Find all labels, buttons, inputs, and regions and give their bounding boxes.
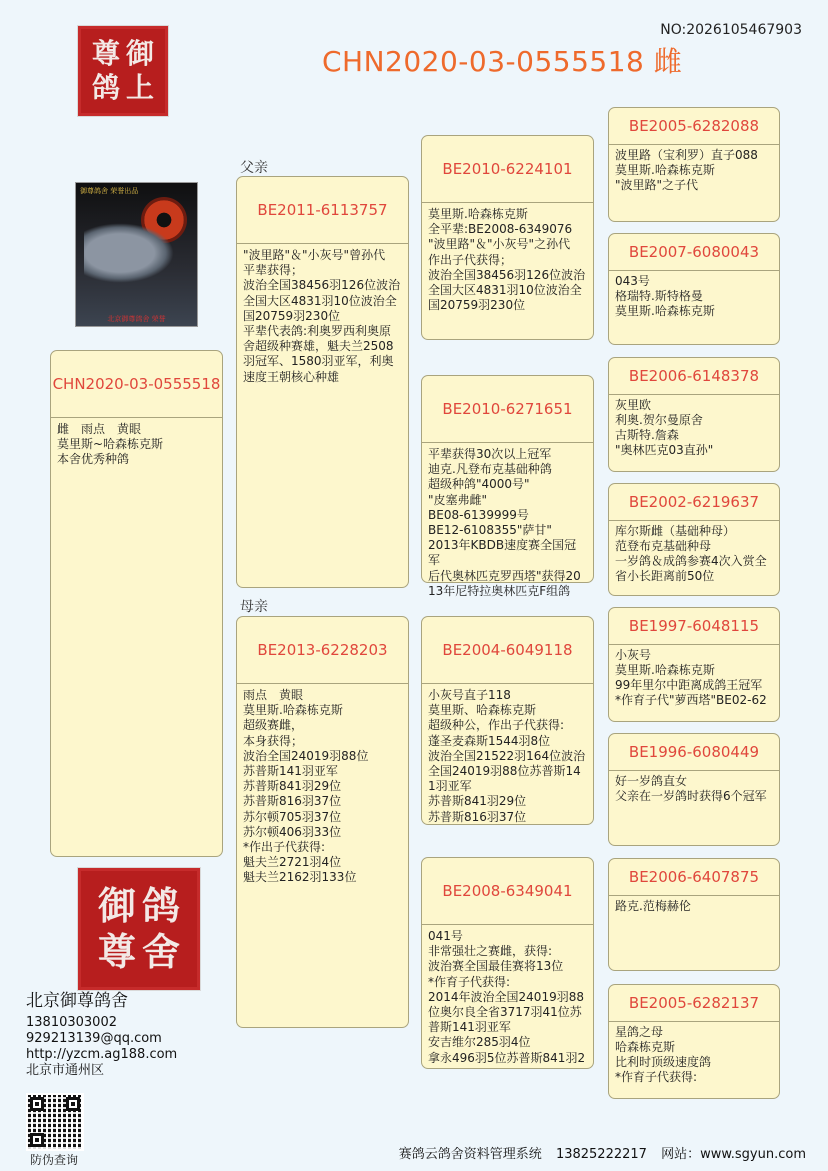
- maternal-grandfather-card[interactable]: [421, 616, 594, 825]
- photo-caption: 北京御尊鸽舍 荣誉: [107, 315, 166, 323]
- ancestor-info: 043号 格瑞特.斯特格曼 莫里斯.哈森栋克斯: [615, 274, 715, 318]
- ancestor-info: 库尔斯雌（基础种母） 范登布克基础种母 一岁鸽＆成鸽参赛4次入赏全省小长距离前50位: [615, 524, 767, 583]
- ancestor-card-mfm[interactable]: [608, 733, 780, 846]
- ancestor-card-mmm[interactable]: [608, 984, 780, 1099]
- seal-char: 御: [126, 37, 155, 70]
- subject-info: 雌 雨点 黄眼 莫里斯~哈森栋克斯 本舍优秀种鸽: [57, 422, 164, 467]
- ancestor-ring: BE2007-6080043: [609, 234, 779, 271]
- paternal-grandfather-info: 莫里斯.哈森栋克斯 全平辈:BE2008-6349076 "波里路"＆"小灰号"之孙代 作出子代获得； 波治全国38456羽126位波治全国大区4831羽10位波治全国20759羽230位: [428, 207, 586, 313]
- father-card[interactable]: [236, 176, 409, 588]
- maternal-grandmother-card[interactable]: [421, 857, 594, 1069]
- maternal-grandfather-ring: BE2004-6049118: [422, 617, 593, 684]
- paternal-grandmother-info: 平辈获得30次以上冠军 迪克.凡登布克基础种鸽 超级种鸽"4000号" "皮塞弗雌" BE08-6139999号 BE12-6108355"萨甘" 2013年KBDB速度赛全国冠军 后代奥林匹克罗西塔"获得2013年尼特拉奥林匹克F组鸽: [428, 447, 581, 598]
- qr-finder: [66, 1097, 80, 1111]
- ancestor-card-fff[interactable]: [608, 107, 780, 222]
- paternal-grandmother-card[interactable]: [421, 375, 594, 598]
- ancestor-ring: BE2005-6282088: [609, 108, 779, 145]
- certificate-number: NO:2026105467903: [660, 22, 802, 38]
- maternal-grandmother-info: 041号 非常强壮之赛雌，获得: 波治赛全国最佳赛将13位 *作育子代获得: 2014年波治全国24019羽88位奥尔良全省3717羽41位苏普斯141羽亚军 安吉维尔285羽4位 拿永496羽5位苏普斯841羽2: [428, 929, 586, 1065]
- seal-char: 尊: [91, 37, 120, 70]
- contact-block: [26, 986, 177, 1079]
- maternal-grandfather-info: 小灰号直子118 莫里斯、哈森栋克斯 超级种公，作出子代获得: 蓬圣麦森斯1544羽8位 波治全国21522羽164位波治全国24019羽88位苏普斯141羽亚军 苏普斯841羽29位 苏普斯816羽37位: [428, 688, 586, 824]
- ancestor-info: 小灰号 莫里斯.哈森栋克斯 99年里尔中距离成鸽王冠军 *作育子代"萝西塔"BE02-62: [615, 648, 767, 707]
- seal-top-logo: [78, 26, 168, 116]
- contact-url[interactable]: http://yzcm.ag188.com: [26, 1047, 178, 1062]
- seal-char: 御: [97, 883, 136, 928]
- ancestor-info: 星鸽之母 哈森栋克斯 比利时顶级速度鸽 *作育子代获得:: [615, 1025, 712, 1084]
- qr-caption: 防伪查询: [30, 1153, 79, 1167]
- footer-system: 赛鸽云鸽舍资料管理系统: [398, 1147, 542, 1162]
- footer: [389, 1143, 806, 1162]
- footer-phone: 13825222217: [555, 1147, 647, 1162]
- pigeon-photo: [75, 182, 198, 327]
- ancestor-ring: BE2006-6148378: [609, 358, 779, 395]
- contact-phone: 13810303002: [26, 1015, 117, 1030]
- qr-finder: [30, 1097, 44, 1111]
- seal-char: 舍: [142, 929, 181, 974]
- mother-label: 母亲: [240, 599, 268, 615]
- footer-site[interactable]: 网站：www.sgyun.com: [661, 1147, 806, 1162]
- mother-info: 雨点 黄眼 莫里斯.哈森栋克斯 超级赛雌， 本身获得； 波治全国24019羽88位 苏普斯141羽亚军 苏普斯841羽29位 苏普斯816羽37位 苏尔顿705羽37位 苏尔顿406羽33位 *作出子代获得: 魁夫兰2721羽4位 魁夫兰2162羽133位: [243, 688, 369, 885]
- ancestor-ring: BE1997-6048115: [609, 608, 779, 645]
- ancestor-card-fmm[interactable]: [608, 483, 780, 596]
- subject-ring: CHN2020-03-0555518: [51, 351, 222, 418]
- contact-address: 北京市通州区: [26, 1063, 105, 1078]
- ancestor-ring: BE2005-6282137: [609, 985, 779, 1022]
- seal-bottom-logo: [78, 868, 200, 990]
- paternal-grandfather-card[interactable]: [421, 135, 594, 340]
- ancestor-card-mff[interactable]: [608, 607, 780, 722]
- contact-email[interactable]: 929213139@qq.com: [26, 1031, 162, 1046]
- ancestor-info: 好一岁鸽直女 父亲在一岁鸽时获得6个冠军: [615, 774, 767, 803]
- ancestor-ring: BE2006-6407875: [609, 859, 779, 896]
- qr-finder: [30, 1133, 44, 1147]
- subject-card[interactable]: [50, 350, 223, 857]
- ancestor-card-ffm[interactable]: [608, 233, 780, 345]
- paternal-grandmother-ring: BE2010-6271651: [422, 376, 593, 443]
- maternal-grandmother-ring: BE2008-6349041: [422, 858, 593, 925]
- seal-char: 鸽: [142, 883, 181, 928]
- mother-card[interactable]: [236, 616, 409, 1028]
- page-title: CHN2020-03-0555518 雌: [322, 45, 683, 78]
- photo-top-caption: 御尊鸽舍 荣誉出品: [80, 187, 139, 195]
- paternal-grandfather-ring: BE2010-6224101: [422, 136, 593, 203]
- seal-char: 上: [126, 71, 155, 104]
- loft-name: 北京御尊鸽舍: [26, 991, 128, 1011]
- mother-ring: BE2013-6228203: [237, 617, 408, 684]
- ancestor-ring: BE1996-6080449: [609, 734, 779, 771]
- pigeon-body-image: [84, 223, 174, 283]
- ancestor-ring: BE2002-6219637: [609, 484, 779, 521]
- ancestor-card-mmf[interactable]: [608, 858, 780, 971]
- father-ring: BE2011-6113757: [237, 177, 408, 244]
- father-info: "波里路"＆"小灰号"曾孙代 平辈获得； 波治全国38456羽126位波治全国大区4831羽10位波治全国20759羽230位 平辈代表鸽:利奥罗西利奥原舍超级种赛雄，魁夫兰2508羽冠军、1580羽亚军，利奥速度王朝核心种雄: [243, 248, 401, 384]
- seal-char: 鸽: [91, 71, 120, 104]
- ancestor-info: 路克.范梅赫伦: [615, 899, 691, 913]
- ancestor-info: 灰里欧 利奥.贺尔曼原舍 古斯特.詹森 "奥林匹克03直孙": [615, 398, 714, 457]
- qr-code-icon[interactable]: [26, 1093, 84, 1151]
- ancestor-info: 波里路（宝利罗）直子088 莫里斯.哈森栋克斯 "波里路"之子代: [615, 148, 758, 192]
- father-label: 父亲: [240, 160, 268, 176]
- ancestor-card-fmf[interactable]: [608, 357, 780, 472]
- seal-char: 尊: [97, 929, 136, 974]
